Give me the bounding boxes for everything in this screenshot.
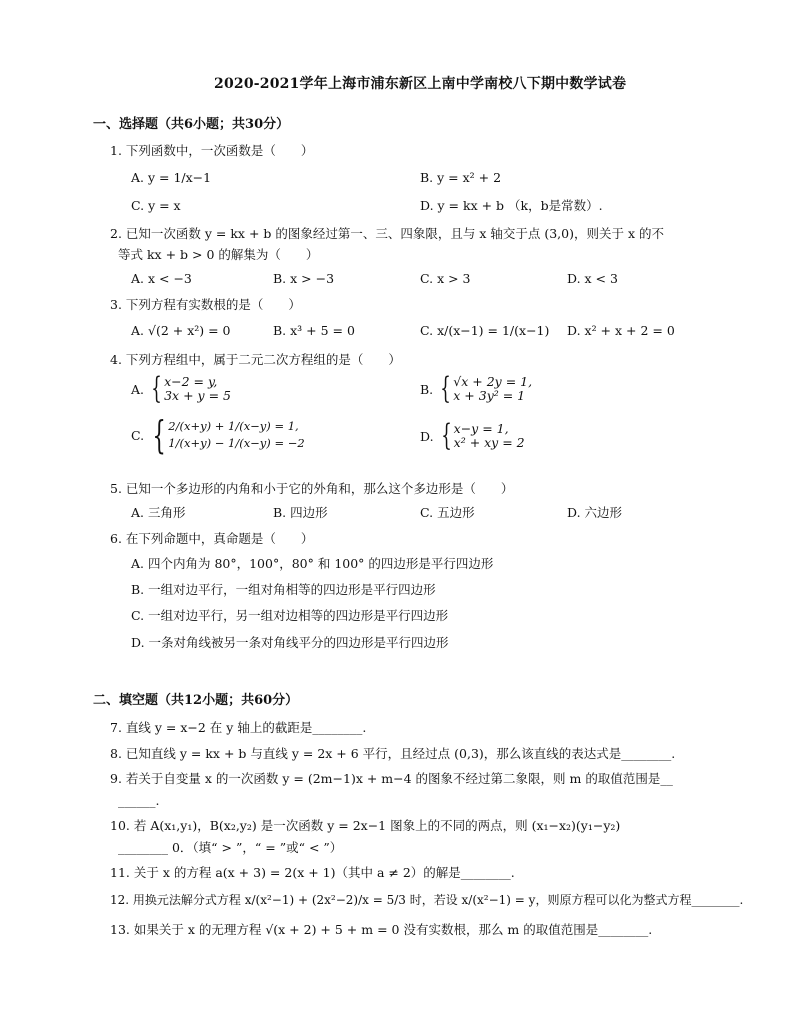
- question-1-option-a: A. y = 1/x−1: [131, 170, 212, 185]
- equation-line-2: 3x + y = 5: [164, 388, 231, 403]
- question-9-line-1: 9. 若关于自变量 x 的一次函数 y = (2m−1)x + m−4 的图象不经过第二象限，则 m 的取值范围是__: [110, 771, 673, 786]
- equation-line-2: x + 3y² = 1: [453, 388, 526, 403]
- question-3-stem: 3. 下列方程有实数根的是（ ）: [110, 297, 301, 312]
- option-label: B.: [420, 381, 434, 397]
- question-2-option-b: B. x > −3: [273, 271, 335, 286]
- option-label: C.: [131, 427, 145, 443]
- question-11: 11. 关于 x 的方程 a(x + 3) = 2(x + 1)（其中 a ≠ 2）的解是________.: [110, 865, 515, 880]
- equation-line-1: √x + 2y = 1,: [453, 373, 533, 389]
- question-2-option-d: D. x < 3: [567, 271, 618, 286]
- equation-line-1: x−y = 1,: [453, 420, 509, 436]
- question-4-option-c: [131, 413, 305, 457]
- left-brace-icon: {: [151, 371, 162, 406]
- question-12: 12. 用换元法解分式方程 x/(x²−1) + (2x²−2)/x = 5/3 时，若设 x/(x²−1) = y，则原方程可以化为整式方程________.: [110, 893, 744, 907]
- question-8: 8. 已知直线 y = kx + b 与直线 y = 2x + 6 平行，且经过点 (0,3)，那么该直线的表达式是________.: [110, 746, 676, 761]
- question-10-line-1: 10. 若 A(x₁,y₁)，B(x₂,y₂) 是一次函数 y = 2x−1 图象上的不同的两点，则 (x₁−x₂)(y₁−y₂): [110, 818, 621, 833]
- question-1-option-d: D. y = kx + b （k，b是常数）.: [420, 198, 603, 213]
- question-5-option-d: D. 六边形: [567, 505, 623, 520]
- section-choice-heading: 一、选择题（共6小题；共30分）: [93, 117, 290, 132]
- question-1-option-b: B. y = x² + 2: [420, 170, 502, 185]
- question-6-option-d: D. 一条对角线被另一条对角线平分的四边形是平行四边形: [131, 635, 449, 650]
- question-7: 7. 直线 y = x−2 在 y 轴上的截距是________.: [110, 720, 367, 735]
- left-brace-icon: {: [440, 371, 451, 406]
- question-2-option-a: A. x < −3: [131, 271, 192, 286]
- question-6-option-b: B. 一组对边平行，一组对角相等的四边形是平行四边形: [131, 582, 436, 597]
- question-5-stem: 5. 已知一个多边形的内角和小于它的外角和，那么这个多边形是（ ）: [110, 481, 514, 496]
- question-4-option-d: [420, 418, 525, 453]
- question-5-option-a: A. 三角形: [131, 505, 186, 520]
- question-2-stem-continued: 等式 kx + b > 0 的解集为（ ）: [118, 247, 319, 262]
- question-6-option-c: C. 一组对边平行，另一组对边相等的四边形是平行四边形: [131, 608, 449, 623]
- question-5-option-b: B. 四边形: [273, 505, 328, 520]
- question-13: 13. 如果关于 x 的无理方程 √(x + 2) + 5 + m = 0 没有实数根，那么 m 的取值范围是________.: [110, 922, 653, 937]
- question-3-option-a: A. √(2 + x²) = 0: [131, 323, 231, 338]
- question-6-option-a: A. 四个内角为 80°，100°，80° 和 100° 的四边形是平行四边形: [131, 556, 494, 571]
- option-label: A.: [131, 381, 145, 397]
- question-3-option-b: B. x³ + 5 = 0: [273, 323, 355, 338]
- page-title: 2020-2021学年上海市浦东新区上南中学南校八下期中数学试卷: [214, 76, 627, 92]
- question-2-option-c: C. x > 3: [420, 271, 471, 286]
- equation-line-1: 2/(x+y) + 1/(x−y) = 1,: [168, 418, 299, 433]
- question-6-stem: 6. 在下列命题中，真命题是（ ）: [110, 531, 314, 546]
- left-brace-icon: {: [440, 418, 452, 453]
- equation-line-2: 1/(x+y) − 1/(x−y) = −2: [168, 436, 305, 450]
- question-4-option-a: [131, 371, 231, 406]
- equation-line-1: x−2 = y,: [164, 373, 218, 389]
- question-4-stem: 4. 下列方程组中，属于二元二次方程组的是（ ）: [110, 352, 401, 367]
- question-3-option-c: C. x/(x−1) = 1/(x−1): [420, 323, 550, 338]
- left-brace-icon: {: [152, 413, 166, 457]
- question-10-line-2: ________ 0．（填“ > ”，“ = ”或“ < ”）: [118, 840, 343, 855]
- question-9-line-2: ______.: [118, 793, 160, 808]
- option-label: D.: [420, 428, 434, 444]
- question-5-option-c: C. 五边形: [420, 505, 475, 520]
- question-3-option-d: D. x² + x + 2 = 0: [567, 323, 675, 338]
- question-2-stem: 2. 已知一次函数 y = kx + b 的图象经过第一、三、四象限，且与 x 轴交于点 (3,0)，则关于 x 的不: [110, 226, 664, 241]
- equation-line-2: x² + xy = 2: [453, 435, 525, 450]
- question-4-option-b: [420, 371, 533, 406]
- section-fill-heading: 二、填空题（共12小题；共60分）: [93, 693, 299, 708]
- question-1-option-c: C. y = x: [131, 198, 181, 213]
- question-1-stem: 1. 下列函数中，一次函数是（ ）: [110, 143, 314, 158]
